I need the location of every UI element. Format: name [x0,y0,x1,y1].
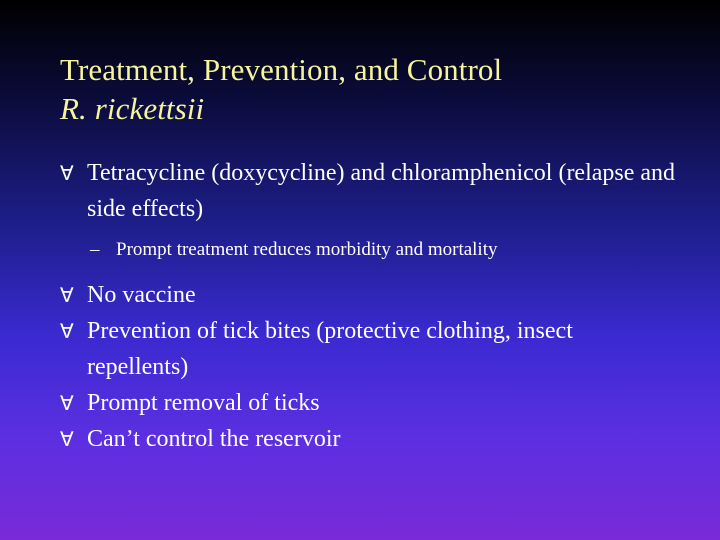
title-line-species: R. rickettsii [60,91,205,126]
bullet-item-vaccine [60,277,680,313]
bullet-text: No vaccine [87,282,196,308]
bullet-text: Tetracycline (doxycycline) and chloramphenicol (relapse and side effects) [87,160,676,222]
bullet-marker-icon: ∀ [60,319,74,343]
bullet-list [60,155,680,457]
sub-bullet-text: Prompt treatment reduces morbidity and mortality [116,239,498,260]
bullet-marker-icon: ∀ [60,283,74,307]
bullet-marker-icon: ∀ [60,161,74,185]
slide-title [60,50,680,128]
bullet-marker-icon: ∀ [60,427,74,451]
bullet-text: Can’t control the reservoir [87,426,341,452]
sub-bullet-item [60,237,680,263]
title-line-main: Treatment, Prevention, and Control [60,52,503,87]
bullet-item-prevention [60,313,680,385]
bullet-marker-icon: ∀ [60,391,74,415]
bullet-item-reservoir [60,421,680,457]
bullet-text: Prompt removal of ticks [87,390,320,416]
bullet-item-removal [60,385,680,421]
bullet-text: Prevention of tick bites (protective clothing, insect repellents) [87,318,573,380]
bullet-item-treatment [60,155,680,227]
sub-bullet-marker: – [90,239,100,260]
